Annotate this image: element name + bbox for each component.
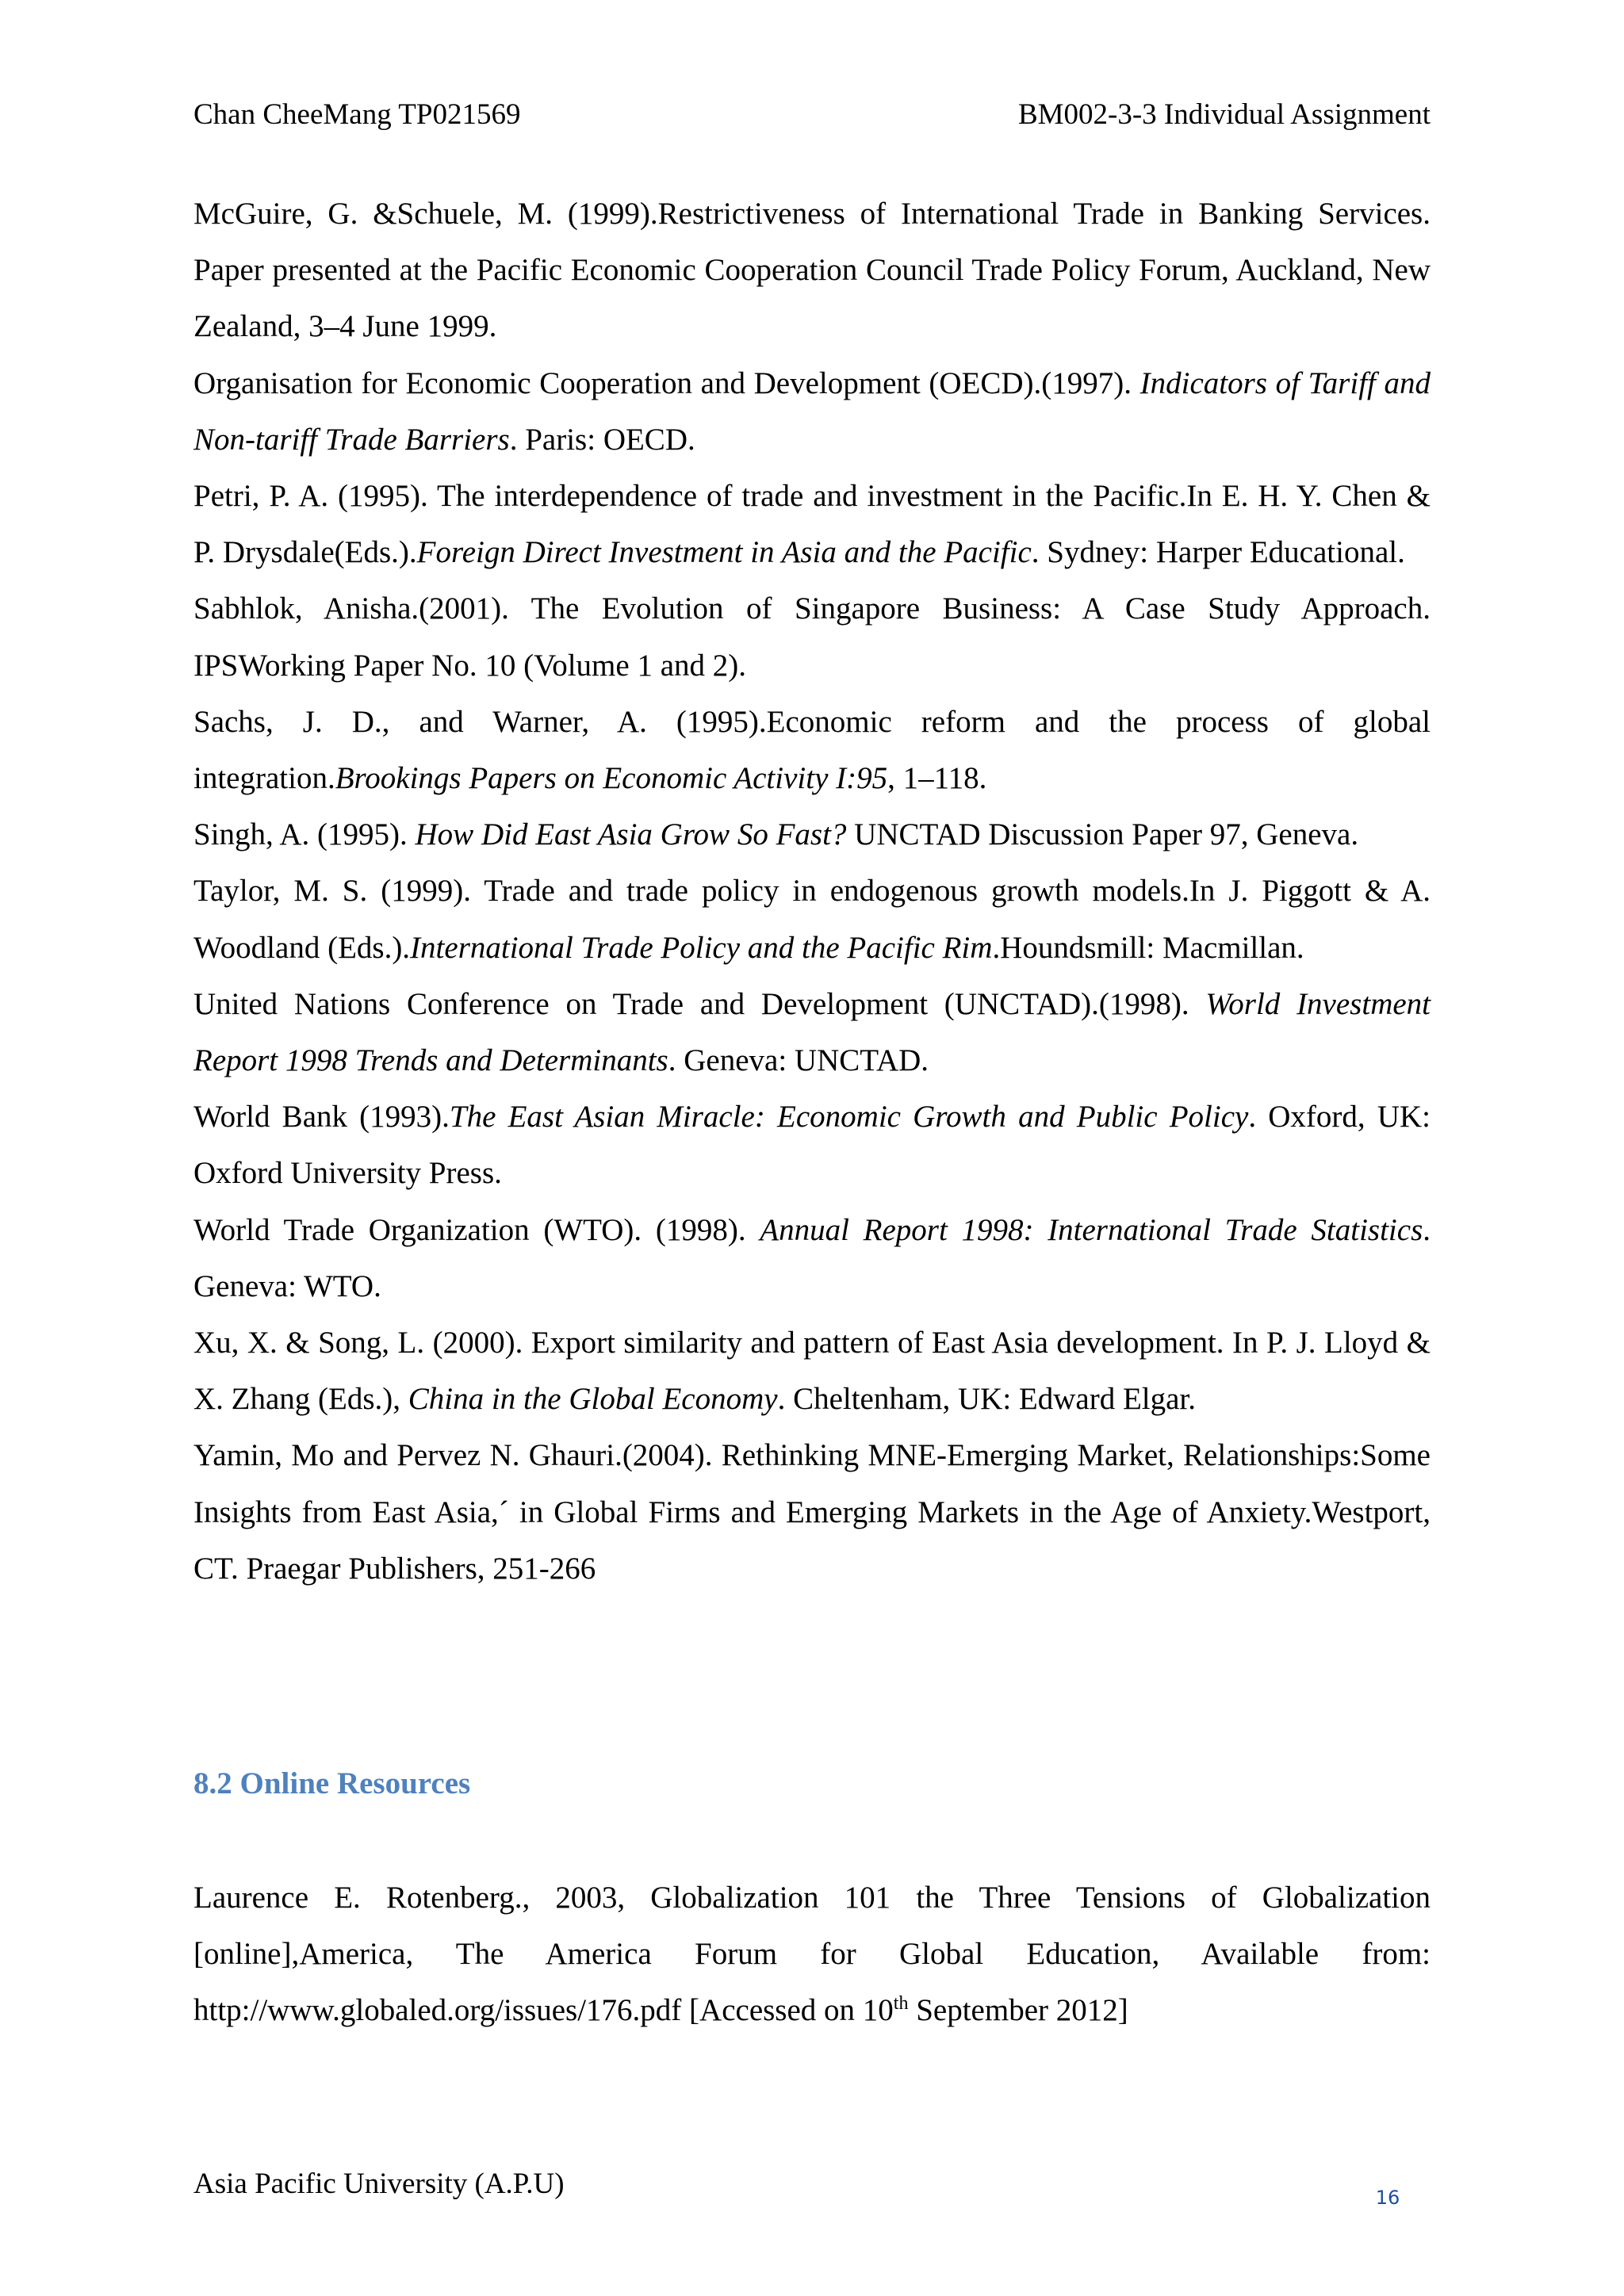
reference-entry	[193, 1202, 1431, 1314]
reference-entry	[193, 806, 1431, 863]
reference-text: World Bank (1993).	[193, 1100, 450, 1135]
reference-text: World Trade Organization (WTO). (1998).	[193, 1212, 760, 1247]
reference-tail: .Houndsmill: Macmillan.	[992, 930, 1304, 965]
reference-text: McGuire, G. &Schuele, M. (1999).Restrictiveness of International Trade in Banking Services. Paper presented at the Pacific Economic Cooperation Council Trade Policy Forum, Auckland, New Zealand, 3–4 June 1999.	[193, 197, 1431, 344]
reference-entry	[193, 1314, 1431, 1427]
reference-title: Indicators of Tariff and Non-tariff Trade Barriers	[193, 365, 1431, 457]
reference-title: World Investment Report 1998 Trends and Determinants	[193, 986, 1431, 1078]
reference-entry	[193, 694, 1431, 806]
reference-title: The East Asian Miracle: Economic Growth and Public Policy	[449, 1100, 1249, 1135]
page-number: 16	[1375, 2187, 1400, 2209]
reference-text: Organisation for Economic Cooperation and Development (OECD).(1997).	[193, 365, 1140, 400]
reference-entry	[193, 1427, 1431, 1597]
reference-text: Singh, A. (1995).	[193, 817, 416, 852]
ordinal-suffix: th	[893, 1993, 909, 2015]
reference-title: China in the Global Economy	[408, 1382, 778, 1417]
page-header	[193, 95, 1431, 135]
reference-title: International Trade Policy and the Pacific Rim	[410, 930, 993, 965]
online-resource-tail: September 2012]	[908, 1993, 1128, 2028]
reference-text: Sabhlok, Anisha.(2001). The Evolution of Singapore Business: A Case Study Approach. IPSWorking Paper No. 10 (Volume 1 and 2).	[193, 591, 1431, 683]
reference-text: Sachs, J. D., and Warner, A. (1995).Economic reform and the process of global integration.	[193, 704, 1431, 796]
reference-text: Taylor, M. S. (1999). Trade and trade policy in endogenous growth models.In J. Piggott & A. Woodland (Eds.).	[193, 874, 1431, 965]
online-resource-text: Laurence E. Rotenberg., 2003, Globalization 101 the Three Tensions of Globalization [online],America, The America Forum for Global Education, Available from: http://www.globaled.org/issues/176.pdf [Accessed on 10	[193, 1881, 1431, 2028]
reference-tail: . Geneva: WTO.	[193, 1212, 1431, 1303]
header-author: Chan CheeMang TP021569	[193, 98, 521, 131]
reference-entry	[193, 976, 1431, 1089]
reference-entry	[193, 355, 1431, 468]
reference-title: How Did East Asia Grow So Fast?	[415, 817, 847, 852]
reference-title: Brookings Papers on Economic Activity I:95	[335, 761, 888, 796]
reference-title: Foreign Direct Investment in Asia and the Pacific	[416, 535, 1032, 570]
reference-text: United Nations Conference on Trade and Development (UNCTAD).(1998).	[193, 986, 1206, 1021]
reference-entry	[193, 186, 1431, 355]
section-heading-online-resources: 8.2 Online Resources	[193, 1766, 471, 1800]
reference-tail: . Sydney: Harper Educational.	[1031, 535, 1405, 570]
reference-text: Petri, P. A. (1995). The interdependence of trade and investment in the Pacific.In E. H. Y. Chen & P. Drysdale(Eds.).	[193, 479, 1431, 570]
reference-tail: . Oxford, UK: Oxford University Press.	[193, 1100, 1431, 1191]
reference-entry	[193, 863, 1431, 975]
header-course: BM002-3-3 Individual Assignment	[1017, 98, 1431, 131]
reference-text: Xu, X. & Song, L. (2000). Export similarity and pattern of East Asia development. In P. J. Lloyd & X. Zhang (Eds.),	[193, 1326, 1431, 1417]
reference-list	[193, 186, 1431, 1597]
reference-tail: . Geneva: UNCTAD.	[668, 1043, 929, 1078]
reference-entry	[193, 468, 1431, 580]
reference-tail: , 1–118.	[887, 761, 987, 796]
online-resource-entry	[193, 1869, 1431, 2039]
footer-institution: Asia Pacific University (A.P.U)	[193, 2168, 565, 2200]
reference-tail: . Cheltenham, UK: Edward Elgar.	[777, 1382, 1197, 1417]
reference-tail: UNCTAD Discussion Paper 97, Geneva.	[846, 817, 1359, 852]
reference-entry	[193, 580, 1431, 693]
reference-tail: . Paris: OECD.	[509, 422, 695, 457]
reference-title: Annual Report 1998: International Trade Statistics	[760, 1212, 1423, 1247]
online-resource-list	[193, 1869, 1431, 2039]
reference-text: Yamin, Mo and Pervez N. Ghauri.(2004). Rethinking MNE-Emerging Market, Relationships:Some Insights from East Asia,´ in Global Firms and Emerging Markets in the Age of Anxiety.Westport, CT. Praegar Publishers, 251-266	[193, 1438, 1431, 1586]
reference-entry	[193, 1089, 1431, 1201]
